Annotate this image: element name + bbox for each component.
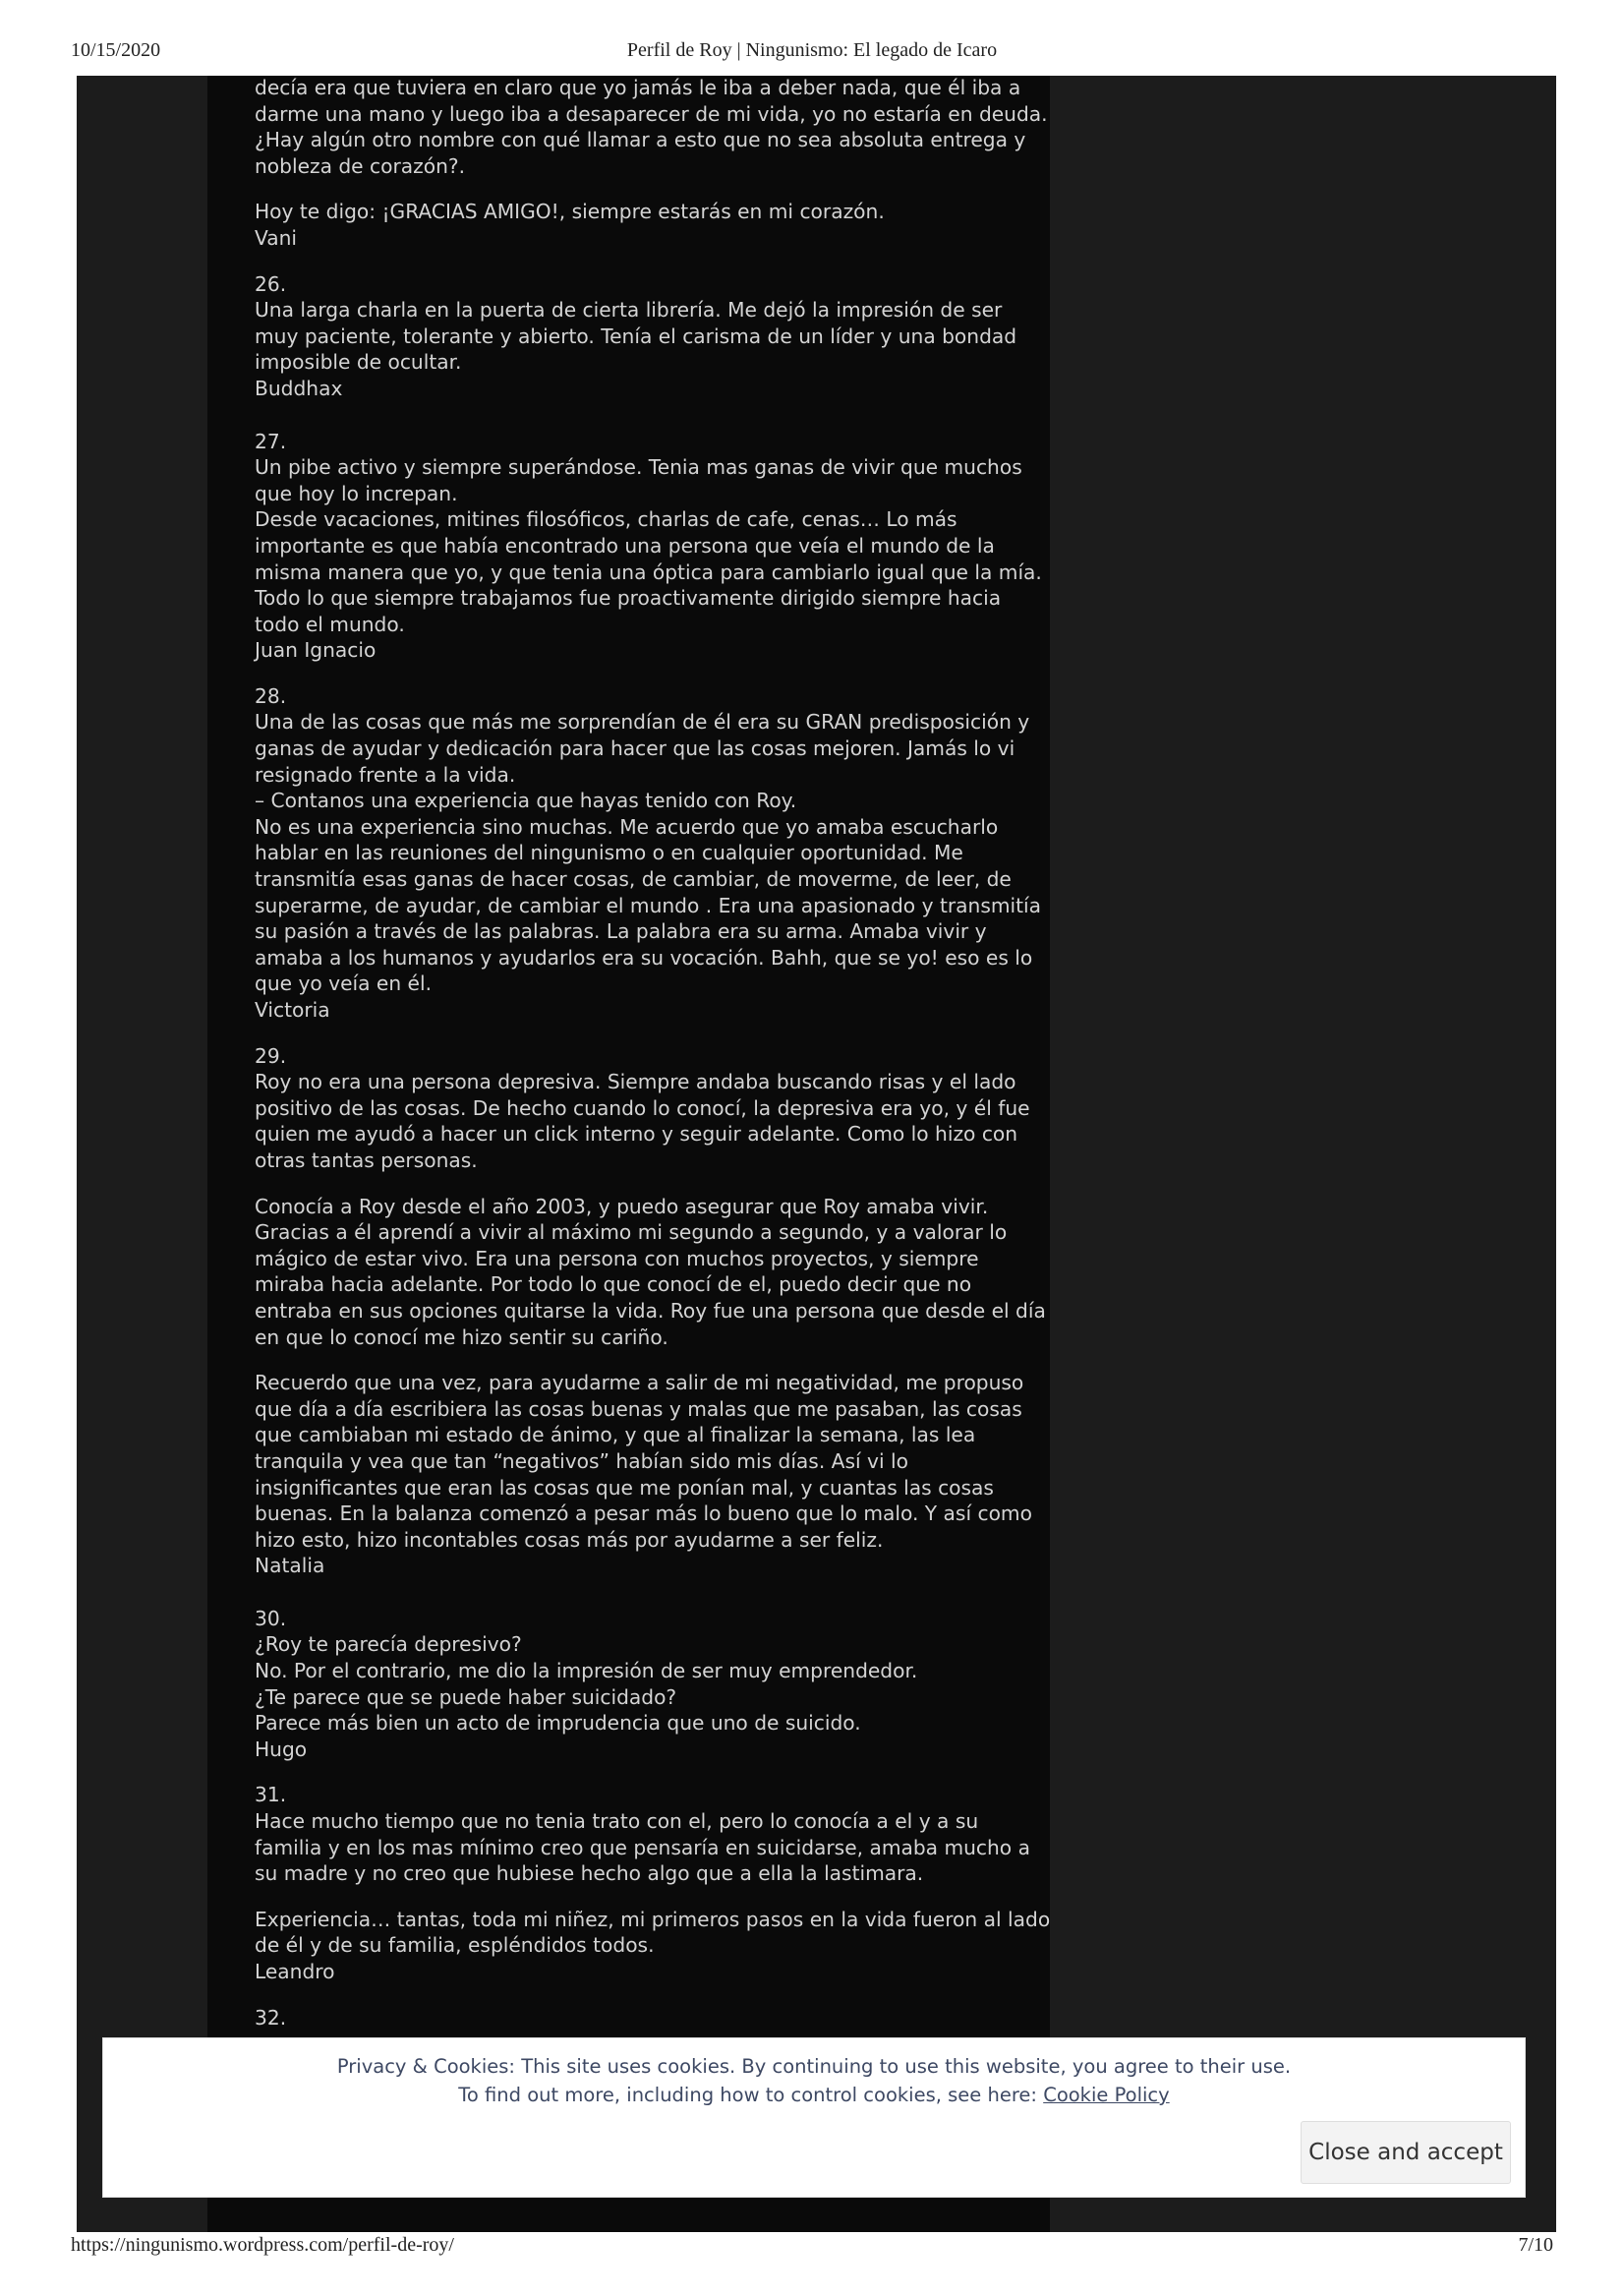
content-column xyxy=(207,76,1050,2232)
text-line: ¿Hay algún otro nombre con qué llamar a esto que no sea absoluta entrega y xyxy=(255,128,1026,152)
text-line: positivo de las cosas. De hecho cuando lo conocí, la depresiva era yo, y él fue xyxy=(255,1095,1030,1120)
text-line: imposible de ocultar. xyxy=(255,350,462,375)
page-number: 7/10 xyxy=(1518,2234,1553,2256)
testimonial-27 xyxy=(255,429,1042,664)
text-line: Recuerdo que una vez, para ayudarme a salir de mi negatividad, me propuso xyxy=(255,1371,1024,1395)
text-line: que día a día escribiera las cosas buenas y malas que me pasaban, las cosas xyxy=(255,1396,1022,1421)
text-line: misma manera que yo, y que tenia una óptica para cambiarlo igual que la mía. xyxy=(255,559,1042,584)
testimonial-29 xyxy=(255,1043,1030,1174)
text-line: Gracias a él aprendí a vivir al máximo mi segundo a segundo, y a valorar lo xyxy=(255,1220,1008,1245)
testimonial-30 xyxy=(255,1606,1002,1763)
text-line: mágico de estar vivo. Era una persona con muchos proyectos, y siempre xyxy=(255,1246,979,1270)
text-line: Vani xyxy=(255,225,298,250)
text-line: que hoy lo increpan. xyxy=(255,481,458,505)
text-line: nobleza de corazón?. xyxy=(255,153,466,178)
text-line: ¿Roy te parecía depresivo? xyxy=(255,1632,522,1657)
text-line: que cambiaban mi estado de ánimo, y que al finalizar la semana, las lea xyxy=(255,1423,976,1447)
text-line: familia y en los mas mínimo creo que pensaría en suicidarse, amaba mucho a xyxy=(255,1835,1030,1859)
text-line: transmitía esas ganas de hacer cosas, de cambiar, de moverme, de leer, de xyxy=(255,867,1012,892)
text-line: Buddhax xyxy=(255,376,343,400)
text-line: que yo veía en él. xyxy=(255,971,433,996)
testimonial-26 xyxy=(255,271,1017,402)
text-line: Experiencia… tantas, toda mi niñez, mi primeros pasos en la vida fueron al lado xyxy=(255,1907,1051,1931)
text-line: resignado frente a la vida. xyxy=(255,762,516,787)
text-block xyxy=(255,1194,1046,1351)
text-line: Todo lo que siempre trabajamos fue proactivamente dirigido siempre hacia xyxy=(255,586,1002,611)
cookie-notice-line xyxy=(103,2081,1525,2109)
cookie-notice xyxy=(103,2052,1525,2109)
page-url: https://ningunismo.wordpress.com/perfil-de-roy/ xyxy=(71,2234,454,2256)
text-line: Hace mucho tiempo que no tenia trato con el, pero lo conocía a el y a su xyxy=(255,1809,979,1834)
text-line: Parece más bien un acto de imprudencia que uno de suicido. xyxy=(255,1711,861,1736)
text-line: 27. xyxy=(255,429,287,453)
text-line: hablar en las reuniones del ningunismo o en cualquier oportunidad. Me xyxy=(255,841,963,865)
text-line: No. Por el contrario, me dio la impresión de ser muy emprendedor. xyxy=(255,1659,918,1683)
text-line: amaba a los humanos y ayudarlos era su vocación. Bahh, que se yo! eso es lo xyxy=(255,945,1033,970)
text-line: miraba hacia adelante. Por todo lo que conocí de el, puedo decir que no xyxy=(255,1272,972,1297)
text-line: entraba en sus opciones quitarse la vida. Roy fue una persona que desde el día xyxy=(255,1298,1046,1323)
text-line: Hoy te digo: ¡GRACIAS AMIGO!, siempre estarás en mi corazón. xyxy=(255,200,885,224)
cookie-banner xyxy=(102,2037,1526,2198)
site-frame xyxy=(77,76,1556,2232)
text-block xyxy=(255,76,1048,179)
text-line: No es una experiencia sino muchas. Me acuerdo que yo amaba escucharlo xyxy=(255,814,999,839)
text-line: de él y de su familia, espléndidos todos. xyxy=(255,1933,655,1958)
text-line: superarme, de ayudar, de cambiar el mundo . Era una apasionado y transmitía xyxy=(255,893,1042,917)
text-line: su pasión a través de las palabras. La palabra era su arma. Amaba vivir y xyxy=(255,919,987,944)
cookie-notice-line: Privacy & Cookies: This site uses cookies. By continuing to use this website, you agree to their use. xyxy=(336,2055,1292,2078)
text-line: tranquila y vea que tan “negativos” habían sido mis días. Así vi lo xyxy=(255,1448,908,1473)
text-line: Roy no era una persona depresiva. Siempre andaba buscando risas y el lado xyxy=(255,1070,1016,1094)
text-line: Una de las cosas que más me sorprendían de él era su GRAN predisposición y xyxy=(255,710,1030,735)
print-header xyxy=(71,39,1553,62)
print-footer xyxy=(71,2234,1553,2257)
text-line: 31. xyxy=(255,1783,287,1807)
text-line: 30. xyxy=(255,1606,287,1630)
text-line: importante es que había encontrado una persona que veía el mundo de la xyxy=(255,533,995,558)
text-block xyxy=(255,1370,1032,1579)
text-line: Natalia xyxy=(255,1554,325,1578)
close-and-accept-button[interactable]: Close and accept xyxy=(1301,2121,1511,2184)
text-line: Una larga charla en la puerta de cierta librería. Me dejó la impresión de ser xyxy=(255,298,1003,323)
text-line: darme una mano y luego iba a desaparecer de mi vida, yo no estaría en deuda. xyxy=(255,101,1048,126)
text-line: Desde vacaciones, mitines filosóficos, charlas de cafe, cenas… Lo más xyxy=(255,507,957,532)
text-line: ¿Te parece que se puede haber suicidado? xyxy=(255,1684,677,1709)
text-line: en que lo conocí me hizo sentir su cariño. xyxy=(255,1325,668,1349)
post-content xyxy=(255,76,1051,2050)
text-block xyxy=(255,1907,1051,1985)
testimonial-31 xyxy=(255,1782,1030,1886)
cookie-policy-link[interactable]: Cookie Policy xyxy=(1043,2084,1170,2106)
text-line: su madre y no creo que hubiese hecho algo que a ella la lastimara. xyxy=(255,1861,924,1886)
text-line: quien me ayudó a hacer un click interno y seguir adelante. Como lo hizo con xyxy=(255,1122,1018,1147)
page-title: Perfil de Roy | Ningunismo: El legado de Icaro xyxy=(626,39,998,61)
text-block xyxy=(255,199,1002,251)
text-line: Un pibe activo y siempre superándose. Tenia mas ganas de vivir que muchos xyxy=(255,455,1022,480)
print-date: 10/15/2020 xyxy=(71,39,161,61)
text-line: Conocía a Roy desde el año 2003, y puedo asegurar que Roy amaba vivir. xyxy=(255,1194,989,1218)
testimonial-28 xyxy=(255,683,1042,1024)
cookie-notice-prefix: To find out more, including how to control cookies, see here: xyxy=(458,2084,1044,2106)
text-line: insignificantes que eran las cosas que me ponían mal, y cuantas las cosas xyxy=(255,1475,994,1500)
text-line: ganas de ayudar y dedicación para hacer que las cosas mejoren. Jamás lo vi xyxy=(255,736,1015,761)
testimonial-32 xyxy=(255,2005,1002,2031)
text-line: buenas. En la balanza comenzó a pesar más lo bueno que lo malo. Y así como xyxy=(255,1501,1032,1526)
text-line: Juan Ignacio xyxy=(255,638,377,663)
text-line: decía era que tuviera en claro que yo jamás le iba a deber nada, que él iba a xyxy=(255,76,1021,99)
text-line: otras tantas personas. xyxy=(255,1148,478,1172)
text-line: Leandro xyxy=(255,1960,335,1983)
text-line: muy paciente, tolerante y abierto. Tenía el carisma de un líder y una bondad xyxy=(255,324,1017,348)
text-line: 28. xyxy=(255,683,287,708)
text-line: 32. xyxy=(255,2005,287,2030)
text-line: Hugo xyxy=(255,1737,308,1761)
text-line: Victoria xyxy=(255,998,330,1022)
text-line: 29. xyxy=(255,1043,287,1068)
text-line: 26. xyxy=(255,271,287,296)
text-line: – Contanos una experiencia que hayas tenido con Roy. xyxy=(255,789,797,813)
text-line: hizo esto, hizo incontables cosas más por ayudarme a ser feliz. xyxy=(255,1527,884,1552)
text-line: todo el mundo. xyxy=(255,612,405,636)
